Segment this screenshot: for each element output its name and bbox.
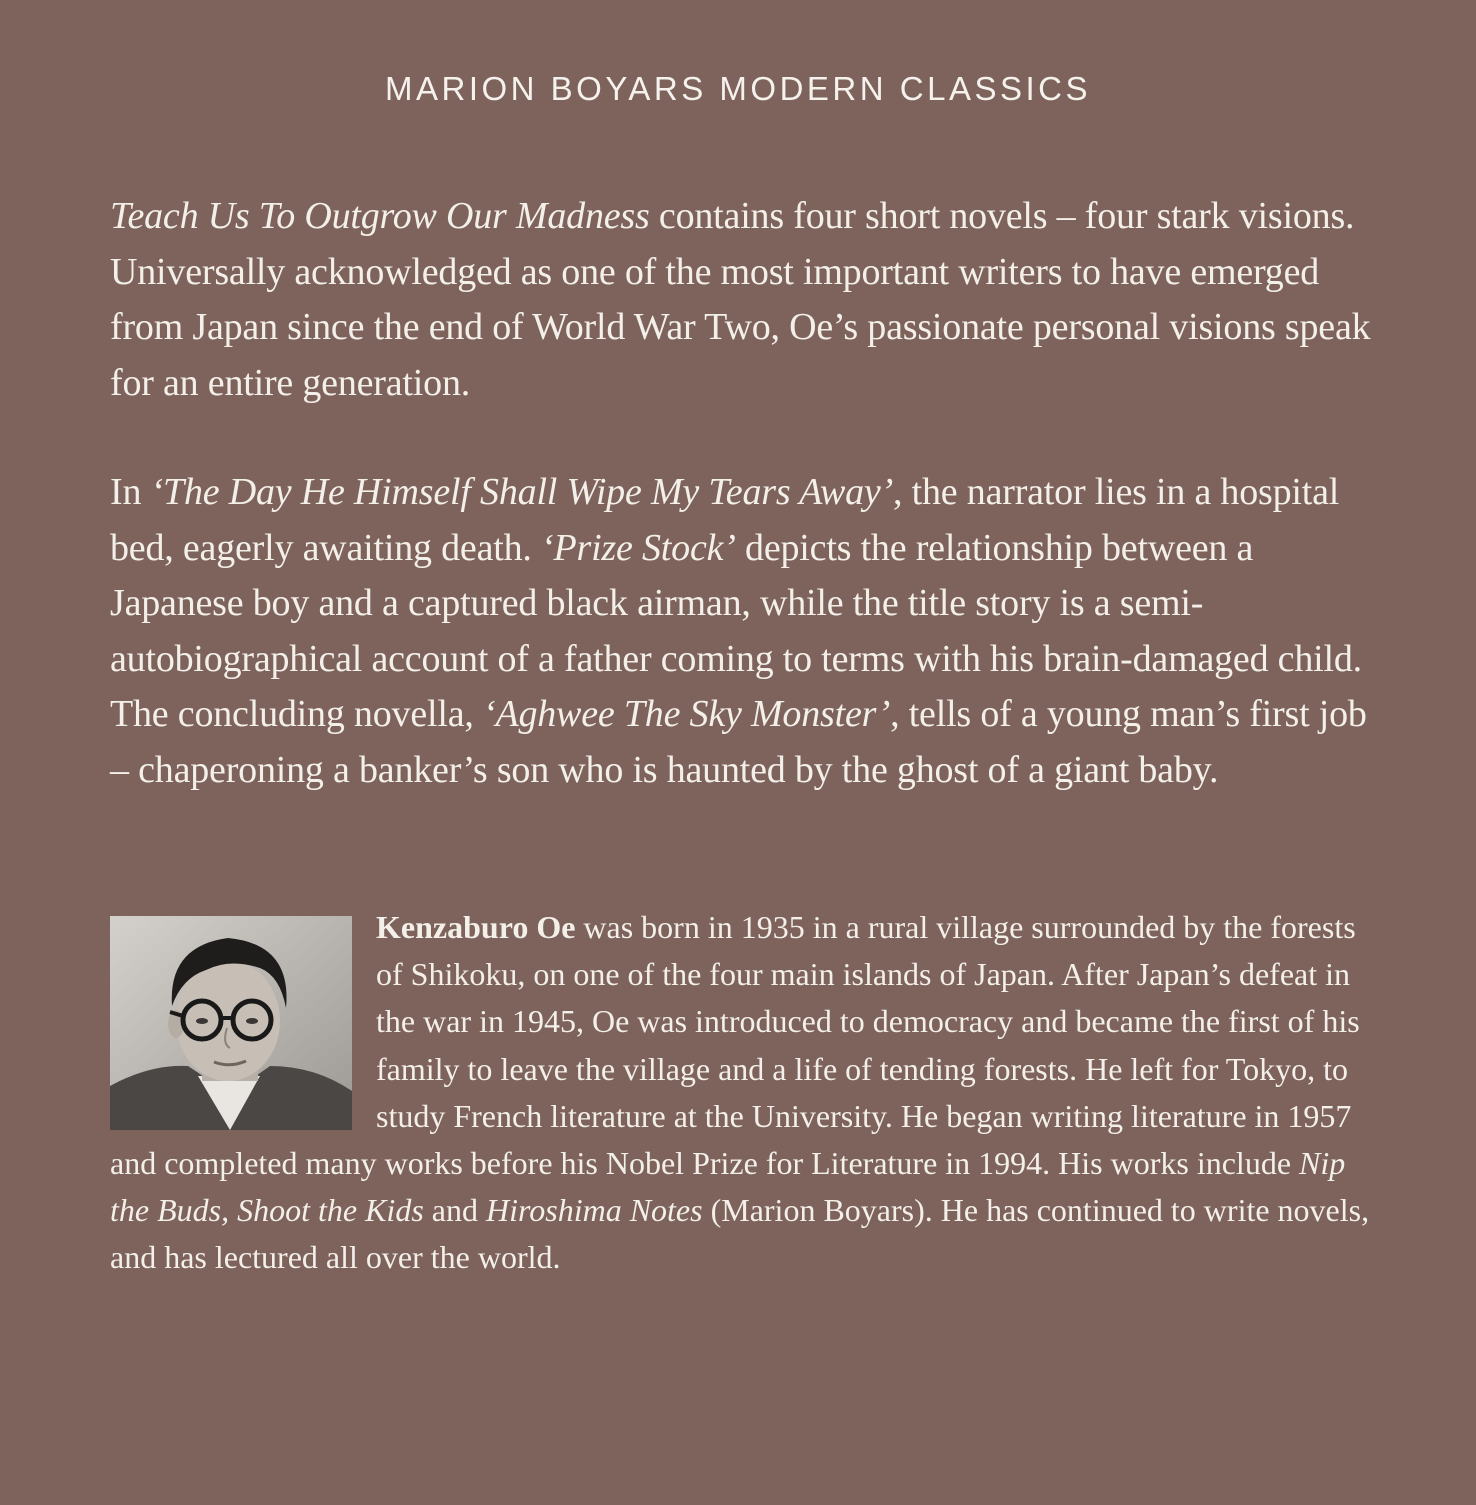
- author-portrait: [110, 916, 352, 1130]
- story-title: ‘The Day He Himself Shall Wipe My Tears Away’: [150, 471, 894, 513]
- blurb-paragraph-1: [110, 189, 1390, 411]
- work-title: Hiroshima Notes: [485, 1192, 703, 1229]
- bio-text: was born in 1935 in a rural village surrounded by the forests of Shikoku, on one of the four main islands of Japan. After Japan’s defeat in the war in 1945, Oe was introduced to democracy and became the first of his family to leave the village and a life of tending forests. He left for Tokyo, to study French literature at the University. He began writing literature in 1957 and completed many works before his Nobel Prize for Literature in 1994. His works include: [110, 909, 1360, 1182]
- portrait-illustration: [110, 916, 352, 1130]
- author-bio: [110, 904, 1372, 1282]
- work-title: Nip the Buds, Shoot the Kids: [110, 1145, 1346, 1229]
- bio-text: and: [423, 1192, 486, 1229]
- blurb-text: , tells of a young man’s first job – chaperoning a banker’s son who is haunted by the ghost of a giant baby.: [110, 693, 1367, 791]
- book-title: Teach Us To Outgrow Our Madness: [110, 195, 650, 237]
- series-title: MARION BOYARS MODERN CLASSICS: [385, 70, 1091, 107]
- blurb-text: In: [110, 471, 151, 513]
- story-title: ‘Aghwee The Sky Monster’: [482, 693, 891, 735]
- blurb-paragraph-2: [110, 465, 1390, 798]
- blurb-text: contains four short novels – four stark visions. Universally acknowledged as one of the most important writers to have emerged from Japan since the end of World War Two, Oe’s passionate personal visions speak for an entire generation.: [110, 195, 1371, 404]
- story-title: ‘Prize Stock’: [541, 526, 736, 569]
- bio-text: (Marion Boyars). He has continued to write novels, and has lectured all over the world.: [110, 1192, 1370, 1276]
- blurb-text: , the narrator lies in a hospital bed, eagerly awaiting death.: [110, 471, 1340, 569]
- blurb-text: depicts the relationship between a Japanese boy and a captured black airman, while the title story is a semi-autobiographical account of a father coming to terms with his brain-damaged child. The concluding novella,: [110, 526, 1362, 735]
- author-name: Kenzaburo Oe: [376, 909, 576, 945]
